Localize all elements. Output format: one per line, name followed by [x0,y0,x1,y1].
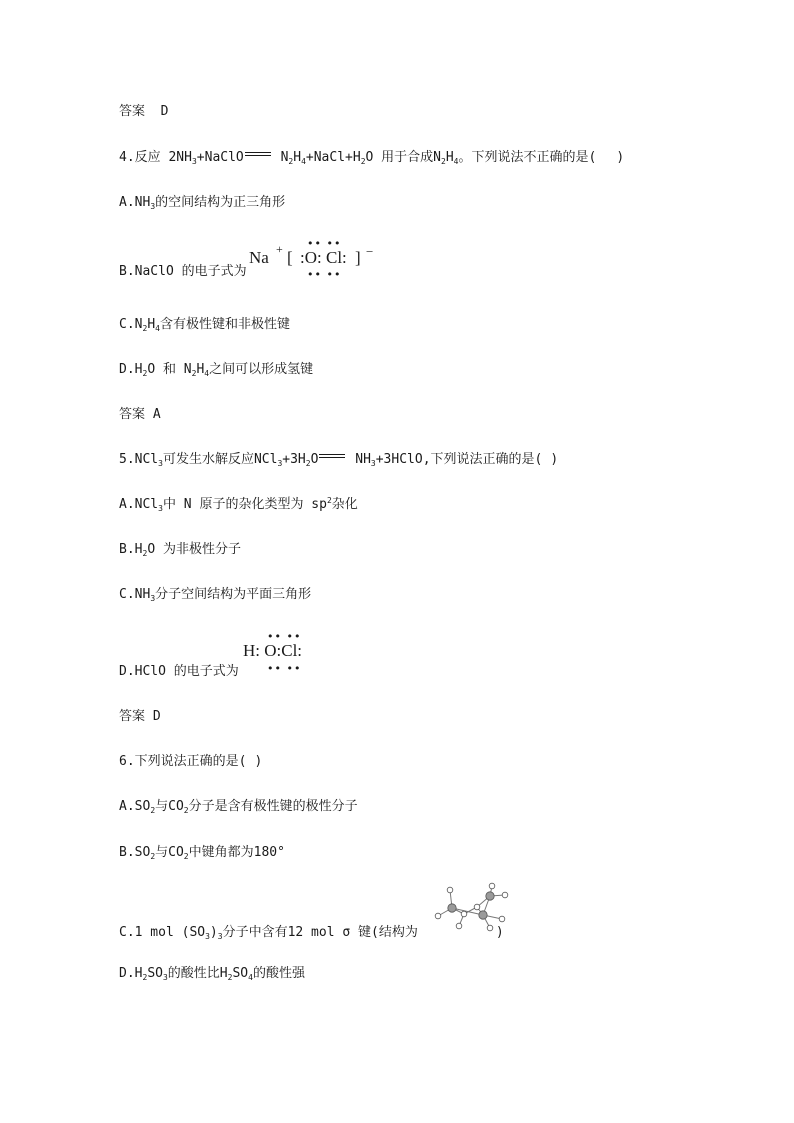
q5-option-b: $B.H_2O$ 为非极性分子 [119,542,241,558]
q5-option-d: D.HClO 的电子式为 [119,664,239,679]
q5-option-a: A.NCl$_3$中 N 原子的杂化类型为 $sp^2$杂化 [119,496,358,513]
q6-option-a: $A.SO_2$与$CO_2$分子是含有极性键的极性分子 [119,799,358,815]
q4-option-c: $C.N_2H_4$含有极性键和非极性键 [119,317,290,333]
answer-label: 答案 [119,104,146,119]
q4-option-a: $A.NH_3$的空间结构为正三角形 [119,195,286,211]
answer-q4: 答案 A [119,407,161,422]
equals-sign-icon [319,454,345,459]
naclo-lewis-structure: Na + [ :O: Cl: ] − •• •• •• •• [249,237,374,281]
q4-option-b: B.NaClO 的电子式为 [119,264,247,279]
question-5-stem: 5.NCl$_3$可发生水解反应$NCl_3+3H_2O$ $NH_3+3HClO$,下列说法正确的是( ) [119,452,559,468]
answer-value: D [160,104,169,119]
hclo-lewis-structure: H: O:Cl: •• •• •• •• [243,630,303,675]
answer-q5: 答案 D [119,709,161,724]
q4-option-d: $D.H_2O$ 和 $N_2H_4$之间可以形成氢键 [119,362,314,378]
q6-option-c: C.1 mol $(SO_3)_3$分子中含有12 mol σ 键(结构为 ) [119,925,504,941]
q6-option-d: $D.H_2SO_3$的酸性比$H_2SO_4$的酸性强 [119,966,305,982]
answer-q3 [119,104,169,120]
question-6-stem: 6.下列说法正确的是( ) [119,754,263,769]
equals-sign-icon [245,152,271,157]
question-4-stem: 4.反应 $2NH_3+NaClO$ $N_2H_4+NaCl+H_2O$ 用于合成$N_2H_4$。下列说法不正确的是( ) [119,150,625,166]
so3-trimer-structure-image [430,880,514,938]
q5-option-c: $C.NH_3$分子空间结构为平面三角形 [119,587,312,603]
q6-option-b: $B.SO_2$与$CO_2$中键角都为180° [119,845,285,861]
